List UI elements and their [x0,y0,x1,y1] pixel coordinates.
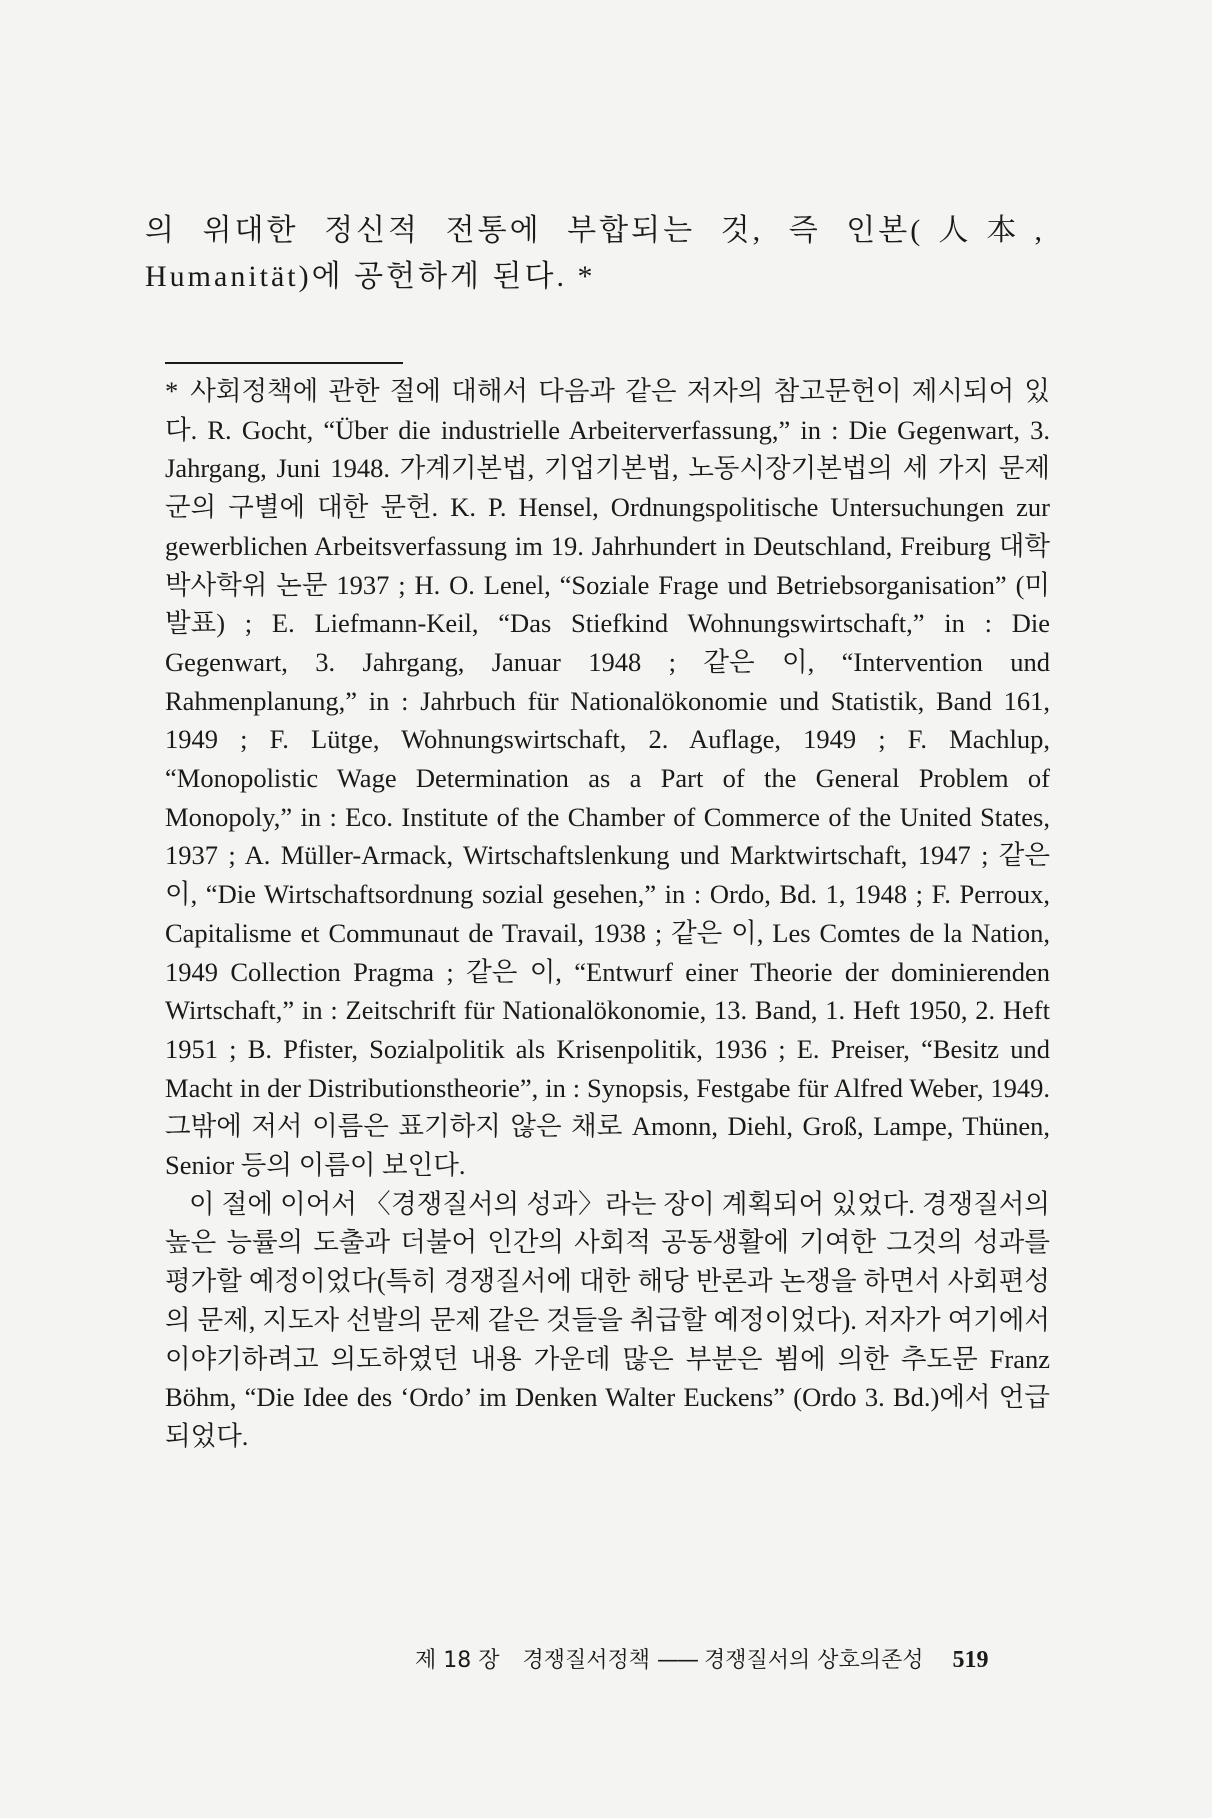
footer-title: 경쟁질서정책 [522,1648,651,1673]
main-paragraph: 의 위대한 정신적 전통에 부합되는 것, 즉 인본(人本, Humanität)에 공헌하게 된다. * [145,214,1045,293]
footnote-marker: * [165,376,179,406]
running-footer [415,1644,1055,1677]
footnote [165,372,1050,1456]
footnote-body-block [165,372,1050,1185]
footnote-continuation: 이 절에 이어서 〈경쟁질서의 성과〉라는 장이 계획되어 있었다. 경쟁질서의 높은 능률의 도출과 더불어 인간의 사회적 공동생활에 기여한 그것의 성과를 평가할 예정이었다(특히 경쟁질서에 대한 해당 반론과 논쟁을 하면서 사회편성의 문제, 지도자 선발의 문제 같은 것들을 취급할 예정이었다). 저자가 여기에서 이야기하려고 의도하였던 내용 가운데 많은 부분은 뵘에 의한 추도문 Franz Böhm, “Die Idee des ‘Ordo’ im Denken Walter Euckens” (Ordo 3. Bd.)에서 언급되었다. [165,1188,1050,1451]
footnote-body: 사회정책에 관한 절에 대해서 다음과 같은 저자의 참고문헌이 제시되어 있다. R. Gocht, “Über die industrielle Arbeiterverfassung,” in : Die Gegenwart, 3. Jahrgang, Juni 1948. 가계기본법, 기업기본법, 노동시장기본법의 세 가지 문제군의 구별에 대한 문헌. K. P. Hensel, Ordnungspolitische Untersuchungen zur gewerblichen Arbeitsverfassung im 19. Jahrhundert in Deutschland, Freiburg 대학 박사학위 논문 1937 ; H. O. Lenel, “Soziale Frage und Betriebsorganisation” (미발표) ; E. Liefmann-Keil, “Das Stiefkind Wohnungswirtschaft,” in : Die Gegenwart, 3. Jahrgang, Januar 1948 ; 같은 이, “Intervention und Rahmenplanung,” in : Jahrbuch für Nationalökonomie und Statistik, Band 161, 1949 ; F. Lütge, Wohnungswirtschaft, 2. Auflage, 1949 ; F. Machlup, “Monopolistic Wage Determination as a Part of the General Problem of Monopoly,” in : Eco. Institute of the Chamber of Commerce of the United States, 1937 ; A. Müller-Armack, Wirtschaftslenkung und Marktwirtschaft, 1947 ; 같은 이, “Die Wirtschaftsordnung sozial gesehen,” in : Ordo, Bd. 1, 1948 ; F. Perroux, Capitalisme et Communaut de Travail, 1938 ; 같은 이, Les Comtes de la Nation, 1949 Collection Pragma ; 같은 이, “Entwurf einer Theorie der dominierenden Wirtschaft,” in : Zeitschrift für Nationalökonomie, 13. Band, 1. Heft 1950, 2. Heft 1951 ; B. Pfister, Sozialpolitik als Krisenpolitik, 1936 ; E. Preiser, “Besitz und Macht in der Distributionstheorie”, in : Synopsis, Festgabe für Alfred Weber, 1949. 그밖에 저서 이름은 표기하지 않은 채로 Amonn, Diehl, Groß, Lampe, Thünen, Senior 등의 이름이 보인다. [165,376,1050,1181]
footer-dash: —— [657,1648,698,1673]
footnote-divider [165,362,403,364]
page-number: 519 [952,1647,989,1673]
footer-chapter: 제 18 장 [415,1648,500,1673]
footer-subtitle: 경쟁질서의 상호의존성 [704,1648,924,1673]
